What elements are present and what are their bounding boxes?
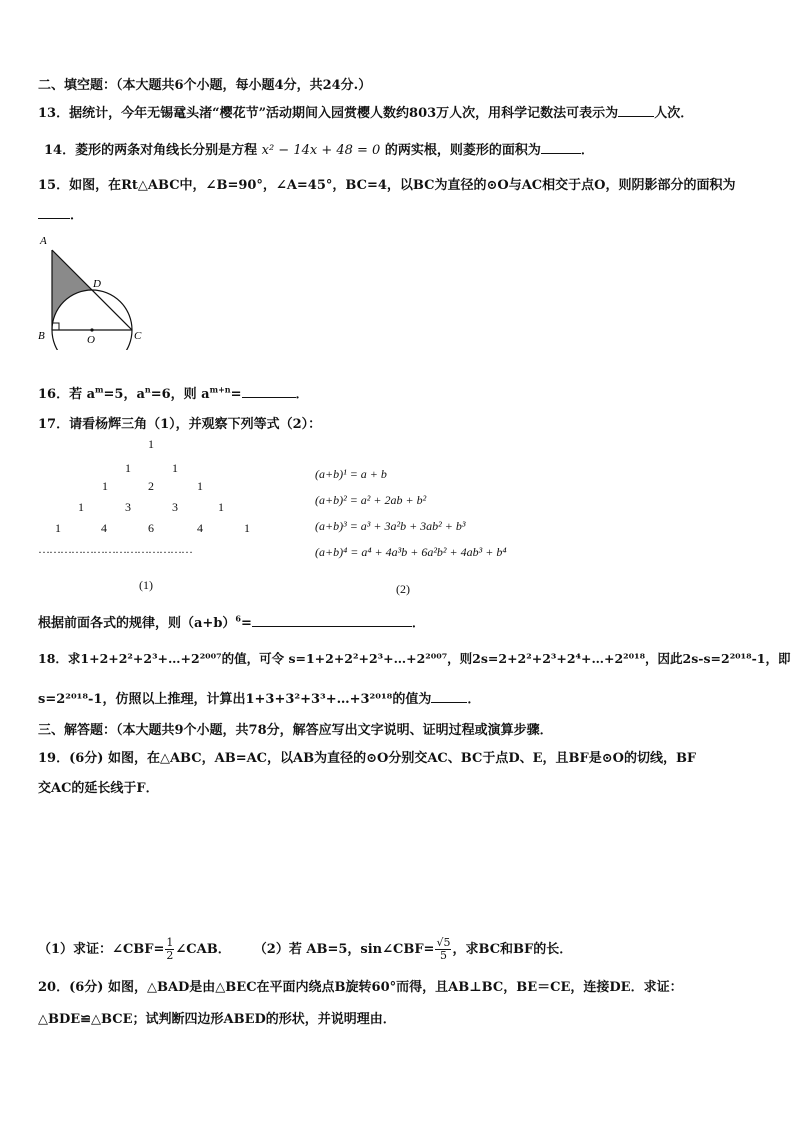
question-18-line1: 18．求1+2+2²+2³+…+2²⁰⁰⁷的值，可令 s=1+2+2²+2³+…+2²⁰⁰⁷，则2s=2+2²+2³+2⁴+…+2²⁰¹⁸，因此2s-s=2²⁰¹⁸-1，即 [38,651,791,666]
fraction-sin [435,937,451,962]
question-20-line2: △BDE≌△BCE；试判断四边形ABED的形状，并说明理由． [38,1012,396,1027]
triangle-entry: 1 [218,500,224,514]
q13-text: 13．据统计，今年无锡鼋头渚“樱花节”活动期间入园赏樱人数约803万人次，用科学记数法可表示为 [38,106,619,121]
q15-label-d: D [93,278,101,290]
triangle-entry: 1 [244,521,250,535]
q15-end: ． [70,208,84,223]
q16-exp-n: n [144,384,151,395]
triangle-entry: 1 [148,437,154,451]
equation-3: (a+b)³ = a³ + 3a²b + 3ab² + b³ [315,519,466,533]
equation-1: (a+b)¹ = a + b [315,467,387,481]
q16-text-d: = [230,387,242,402]
triangle-entry: 1 [55,521,61,535]
q16-text-a: 16．若 a [38,387,96,402]
triangle-entry: 1 [172,461,178,475]
q19-part2-text: （2）若 AB=5，sin∠CBF= [253,942,435,957]
q17-followup-exp: 6 [235,613,241,624]
q19-part1-text: （1）求证：∠CBF= [38,942,165,957]
q15-answer-blank[interactable] [38,206,70,219]
q16-exp-m: m [95,384,104,395]
q15-label-a: A [40,235,47,247]
question-14 [44,141,594,160]
q17-followup-text: 根据前面各式的规律，则（a+b） [38,616,236,631]
q13-answer-blank[interactable] [618,104,654,117]
question-15: 15．如图，在Rt△ABC中，∠B=90°，∠A=45°，BC=4，以BC为直径的⊙O与AC相交于点O，则阴影部分的面积为 [38,178,736,193]
q14-answer-blank[interactable] [541,141,581,154]
question-13 [38,104,693,123]
q18-end: ． [467,692,481,707]
q14-end: ． [580,143,594,158]
q14-text: 14．菱形的两条对角线长分别是方程 [44,143,258,158]
q16-answer-blank[interactable] [242,385,296,398]
q14-text-after: 的两实根，则菱形的面积为 [384,143,541,158]
q18-text: s=2²⁰¹⁸-1，仿照以上推理，计算出1+3+3²+3³+…+3²⁰¹⁸的值为 [38,692,432,707]
question-19-line2: 交AC的延长线于F． [38,781,159,796]
fraction-numerator: 1 [166,936,174,949]
triangle-entry: 4 [197,521,203,535]
figure-1-label: (1) [139,578,153,592]
q16-text-b: =5，a [103,387,145,402]
figure-2-label: (2) [396,582,410,596]
q19-part2-end: ，求BC和BF的长． [452,942,573,957]
q19-part1-end: ∠CAB． [175,942,231,957]
triangle-entry: 4 [101,521,107,535]
q18-answer-blank[interactable] [431,690,467,703]
section3-heading: 三、解答题：（本大题共9个小题，共78分，解答应写出文字说明、证明过程或演算步骤． [38,723,553,738]
question-19-line1: 19．(6分) 如图，在△ABC，AB=AC，以AB为直径的⊙O分别交AC、BC于点D、E，且BF是⊙O的切线，BF [38,751,697,766]
q17-followup-eq: = [240,616,252,631]
question-19-parts [38,936,572,964]
triangle-entry: 3 [125,500,131,514]
q15-label-c: C [134,330,142,342]
question-17-followup [38,614,425,633]
question-18-line2 [38,690,480,709]
q15-label-b: B [38,330,45,342]
triangle-entry: 1 [197,479,203,493]
fraction-denominator: 2 [166,949,174,962]
q15-label-o: O [87,334,95,346]
triangle-entry: 1 [78,500,84,514]
q14-equation: x² − 14x + 48 = 0 [261,143,381,158]
q15-center-dot [90,328,93,331]
triangle-entry: 1 [102,479,108,493]
fraction-numerator: √5 [436,936,451,949]
q16-text-c: =6，则 a [150,387,210,402]
triangle-entry: 3 [172,500,178,514]
triangle-entry: 1 [125,461,131,475]
fraction-half [165,937,174,962]
q16-end: ． [295,387,309,402]
section2-heading: 二、填空题：（本大题共6个小题，每小题4分，共24分.） [38,78,372,93]
triangle-dots: …………………………………… [38,542,192,556]
triangle-entry: 6 [148,521,154,535]
question-15-tail [38,206,83,225]
question-17: 17．请看杨辉三角（1），并观察下列等式（2）： [38,417,322,432]
q15-figure [36,232,148,350]
q16-exp-mn: m+n [209,384,231,395]
question-20-line1: 20．(6分) 如图，△BAD是由△BEC在平面内绕点B旋转60°而得，且AB⊥BC，BE＝CE，连接DE．求证： [38,980,683,995]
equation-4: (a+b)⁴ = a⁴ + 4a³b + 6a²b² + 4ab³ + b⁴ [315,545,507,559]
fraction-denominator: 5 [439,949,447,962]
q13-end: 人次． [654,106,694,121]
equation-2: (a+b)² = a² + 2ab + b² [315,493,427,507]
triangle-entry: 2 [148,479,154,493]
q17-answer-blank[interactable] [252,614,412,627]
q17-followup-end: ． [411,616,425,631]
question-16 [38,385,309,404]
